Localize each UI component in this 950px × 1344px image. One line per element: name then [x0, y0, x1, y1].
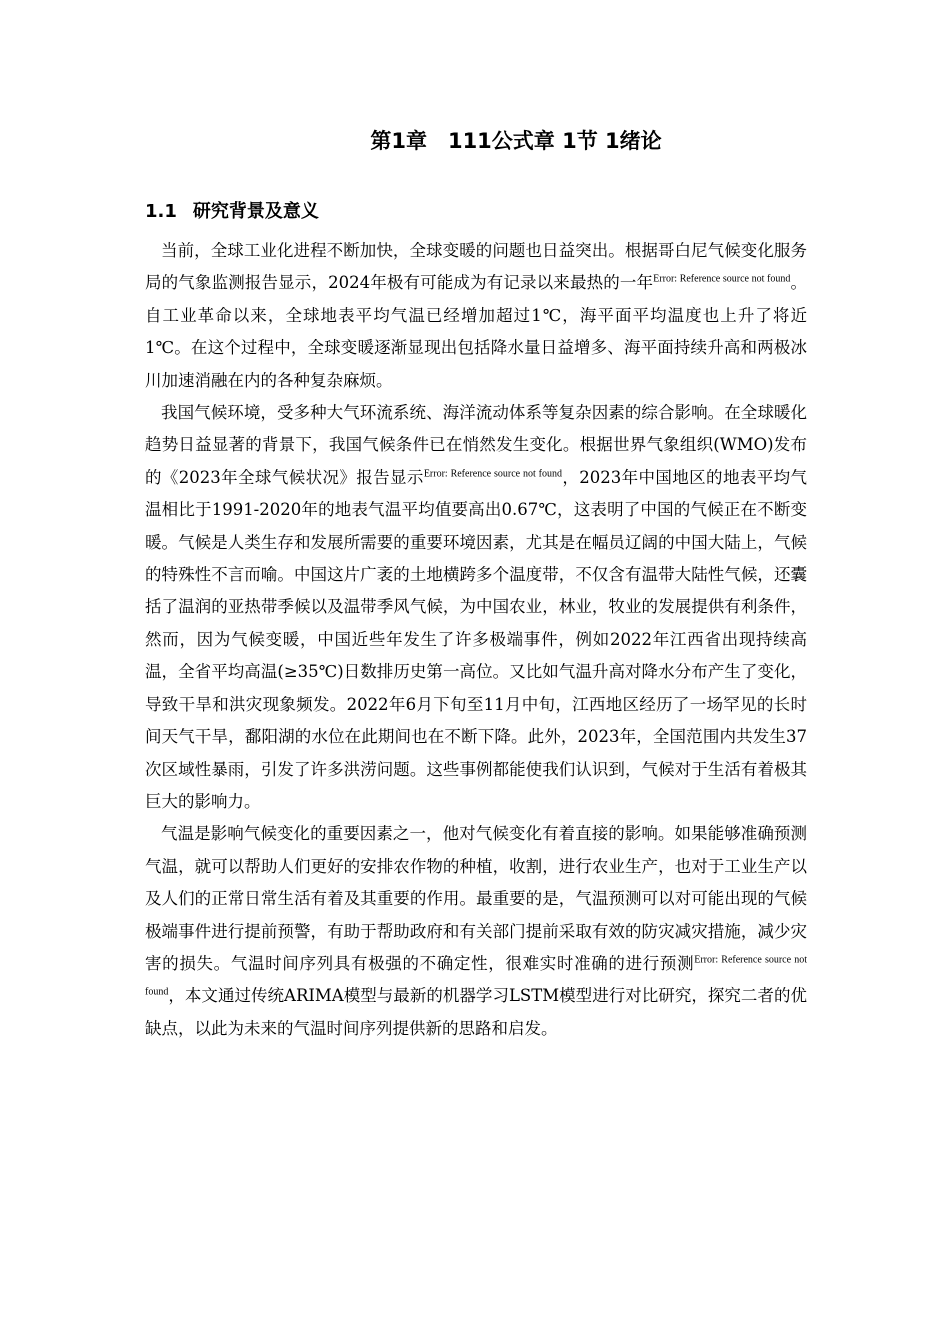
paragraph-text: ，本文通过传统ARIMA模型与最新的机器学习LSTM模型进行对比研究，探究二者的优缺点，以此为未来的气温时间序列提供新的思路和启发。 — [145, 986, 807, 1038]
paragraph-text: 当前，全球工业化进程不断加快，全球变暖的问题也日益突出。根据哥白尼气候变化服务局的气象监测报告显示，2024年极有可能成为有记录以来最热的一年 — [145, 241, 807, 293]
paragraph-text: 气温是影响气候变化的重要因素之一，他对气候变化有着直接的影响。如果能够准确预测气温，就可以帮助人们更好的安排农作物的种植，收割，进行农业生产，也对于工业生产以及人们的正常日常生活有着及其重要的作用。最重要的是，气温预测可以对可能出现的气候极端事件进行提前预警，有助于帮助政府和有关部门提前采取有效的防灾减灾措施，减少灾害的损失。气温时间序列具有极强的不确定性，很难实时准确的进行预测 — [145, 824, 807, 973]
paragraph-3 — [145, 818, 807, 1045]
reference-error-marker[interactable]: Error: Reference source not found — [653, 273, 791, 285]
section-title: 研究背景及意义 — [192, 201, 319, 222]
body-text — [145, 235, 807, 1045]
paragraph-text: 。自工业革命以来，全球地表平均气温已经增加超过1℃，海平面平均温度也上升了将近1℃。在这个过程中，全球变暖逐渐显现出包括降水量日益增多、海平面持续升高和两极冰川加速消融在内的各种复杂麻烦。 — [145, 273, 808, 390]
paragraph-1 — [145, 235, 807, 397]
paragraph-2 — [145, 397, 807, 818]
reference-error-marker[interactable]: Error: Reference source not found — [423, 468, 562, 480]
chapter-title: 第1章 111公式章 1节 1绪论 — [370, 129, 662, 153]
section-number: 1.1 — [145, 201, 177, 222]
section-heading — [145, 196, 319, 228]
reference-error-marker[interactable]: Error: Reference source not found — [145, 954, 808, 998]
paragraph-text: ，2023年中国地区的地表平均气温相比于1991-2020年的地表气温平均值要高出0.67℃，这表明了中国的气候正在不断变暖。气候是人类生存和发展所需要的重要环境因素，尤其是在幅员辽阔的中国大陆上，气候的特殊性不言而喻。中国这片广袤的土地横跨多个温度带，不仅含有温带大陆性气候，还囊括了温润的亚热带季候以及温带季风气候，为中国农业，林业，牧业的发展提供有利条件，然而，因为气候变暖，中国近些年发生了许多极端事件，例如2022年江西省出现持续高温，全省平均高温(≥35℃)日数排历史第一高位。又比如气温升高对降水分布产生了变化，导致干旱和洪灾现象频发。2022年6月下旬至11月中旬，江西地区经历了一场罕见的长时间天气干旱，鄱阳湖的水位在此期间也在不断下降。此外，2023年，全国范围内共发生37次区域性暴雨，引发了许多洪涝问题。这些事例都能使我们认识到，气候对于生活有着极其巨大的影响力。 — [145, 467, 807, 811]
paragraph-text: 我国气候环境，受多种大气环流系统、海洋流动体系等复杂因素的综合影响。在全球暖化趋势日益显著的背景下，我国气候条件已在悄然发生变化。根据世界气象组织(WMO)发布的《2023年全球气候状况》报告显示 — [145, 403, 807, 487]
